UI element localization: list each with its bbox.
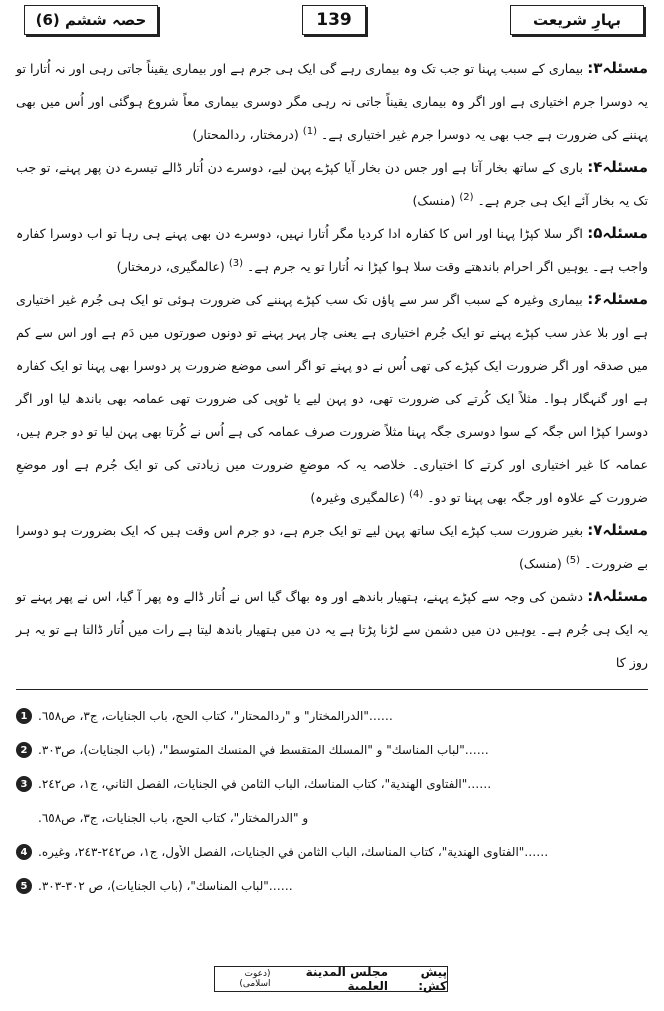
section-label: حصہ ششم (6) <box>24 5 158 35</box>
footnote-number: 4 <box>16 844 32 860</box>
paragraph-masala-6 <box>16 283 648 514</box>
footnote-number: 2 <box>16 742 32 758</box>
footnote-number: 5 <box>16 878 32 894</box>
page-header <box>0 0 664 40</box>
masala-label: مسئلہ۷: <box>587 521 648 539</box>
publisher-prefix: پیش کش: <box>418 965 447 993</box>
publisher-name: مجلس المدينة العلمية <box>305 965 389 993</box>
source-citation: (درمختار، ردالمحتار) <box>192 127 299 142</box>
source-citation: (منسک) <box>412 193 456 208</box>
paragraph-masala-8 <box>16 580 648 679</box>
footnote-item <box>16 699 648 733</box>
source-citation: (عالمگیری وغیرہ) <box>310 490 406 505</box>
paragraph-text: بیماری کے سبب پہنا تو جب تک وہ بیماری رہے گی ایک ہی جرم ہے اور بیماری یقیناً جاتی رہی اور نہ اُتارا تو یہ دوسرا جرم اختیاری ہے اور اگر وہ بیماری یقیناً جاتی نہ رہی مگر دوسری بیماری معاً شروع ہوگئی اور اُس میں بھی پہننے کی ضرورت ہے جب بھی یہ دوسرا جرم غیر اختیاری ہے۔ <box>16 61 648 142</box>
paragraph-masala-5 <box>16 217 648 283</box>
paragraph-masala-3 <box>16 52 648 151</box>
book-title: بہارِ شریعت <box>510 5 644 35</box>
paragraph-masala-7 <box>16 514 648 580</box>
footnote-continuation <box>16 801 648 835</box>
footnote-ref: (2) <box>459 191 474 203</box>
footnote-divider <box>16 689 648 690</box>
footnote-text: ……"الفتاوى الهندية"، كتاب المناسك، الباب الثامن في الجنايات، الفصل الثاني، ج١، ص٢٤٢. <box>38 777 492 791</box>
masala-label: مسئلہ۴: <box>587 158 648 176</box>
footnote-text: ……"لباب المناسك" و "المسلك المتقسط في المنسك المتوسط"، (باب الجنايات)، ص٣٠٣. <box>38 743 489 757</box>
footnote-number: 1 <box>16 708 32 724</box>
footnote-ref: (4) <box>409 488 424 500</box>
source-citation: (عالمگیری، درمختار) <box>116 259 225 274</box>
paragraph-text: اگر سلا کپڑا پہنا اور اس کا کفارہ ادا کردیا مگر اُتارا نہیں، دوسرے دن بھی پہنے ہی رہا تو اب دوسرا کفارہ واجب ہے۔ یوہیں اگر احرام باندھتے وقت سلا ہوا کپڑا نہ اُتارا تو یہ جرم ہے۔ <box>16 226 648 274</box>
footnote-text: ……"لباب المناسك"، (باب الجنايات)، ص ٣٠٢-٣٠٣. <box>38 879 293 893</box>
masala-label: مسئلہ۵: <box>587 224 648 242</box>
footnote-ref: (5) <box>565 554 581 566</box>
footnote-text: و "الدرالمختار"، كتاب الحج، باب الجنايات، ج٣، ص٦٥٨. <box>38 811 309 825</box>
source-citation: (منسک) <box>518 556 562 571</box>
footnotes <box>16 699 648 903</box>
paragraph-text: بغیر ضرورت سب کپڑے ایک ساتھ پہن لیے تو ایک جرم ہے، دو جرم اس وقت ہیں کہ ایک بضرورت ہو دوسرا بے ضرورت۔ <box>16 523 648 571</box>
footnote-text: ……"الفتاوى الهندية"، كتاب المناسك، الباب الثامن في الجنايات، الفصل الأول، ج١، ص٢٤٢-٢٤٣، وغيره. <box>38 845 549 859</box>
footnote-item <box>16 835 648 869</box>
paragraph-text: بیماری وغیرہ کے سبب اگر سر سے پاؤں تک سب کپڑے پہننے کی ضرورت ہوئی تو ایک ہی جُرم غیر اختیاری ہے اور بلا عذر سب کپڑے پہنے تو ایک جُرم اختیاری ہے یعنی چار پہر پہنے تو دونوں صورتوں میں دَم ہے اور اس سے کم میں صدقہ اور اگر ضرورت ایک کپڑے کی تھی اُس نے دو پہنے تو اگر اسی موضع ضرورت پر دوسرا بھی پہنا تو ایک کفارہ ہے اور گنہگار ہوا۔ مثلاً ایک کُرتے کی ضرورت تھی، دو پہن لیے یا ٹوپی کی ضرورت تھی عمامہ بھی باندھ لیا اور اگر دوسرا کپڑا اس جگہ کے سوا دوسری جگہ پہنا مثلاً ضرورت صرف عمامہ کی ہے اُس نے کُرتا بھی پہن لیا تو دو جرم ہیں، عمامہ کا غیر اختیاری اور کرتے کا اختیاری۔ خلاصہ یہ کہ موضعِ ضرورت میں زیادتی کی تو ایک جُرم ہے اور موضعِ ضرورت کے علاوہ اور جگہ بھی پہنا تو دو۔ <box>16 292 648 505</box>
footnote-number: 3 <box>16 776 32 792</box>
masala-label: مسئلہ۶: <box>587 290 648 308</box>
publisher-suffix: (دعوت اسلامی) <box>239 969 271 989</box>
masala-label: مسئلہ۳: <box>587 59 648 77</box>
footnote-ref: (3) <box>228 257 243 269</box>
footnote-item <box>16 767 648 801</box>
footnote-text: ……"الدرالمختار" و "ردالمحتار"، كتاب الحج، باب الجنايات، ج٣، ص٦٥٨. <box>38 709 393 723</box>
paragraph-masala-4 <box>16 151 648 217</box>
page-body <box>16 52 648 679</box>
footnote-ref: (1) <box>302 125 317 137</box>
paragraph-text: باری کے ساتھ بخار آتا ہے اور جس دن بخار آیا کپڑے پہن لیے، دوسرے دن اُتار ڈالے تیسرے دن پھر پہنے، تو جب تک یہ بخار آئے ایک ہی جرم ہے۔ <box>16 160 648 208</box>
masala-label: مسئلہ۸: <box>587 587 648 605</box>
paragraph-text: دشمن کی وجہ سے کپڑے پہنے، ہتھیار باندھے اور وہ بھاگ گیا اس نے اُتار ڈالے وہ پھر آ گیا، اس نے پھر پہنے تو یہ ایک ہی جُرم ہے۔ یوہیں دن میں دشمن سے لڑنا پڑتا ہے یہ دن میں ہتھیار باندھ لیتا ہے رات میں اُتار ڈالتا ہے تو یہ ہر روز کا <box>16 589 648 670</box>
footnote-item <box>16 869 648 903</box>
page-number: 139 <box>302 5 366 35</box>
footnote-item <box>16 733 648 767</box>
publisher-box <box>214 966 448 992</box>
